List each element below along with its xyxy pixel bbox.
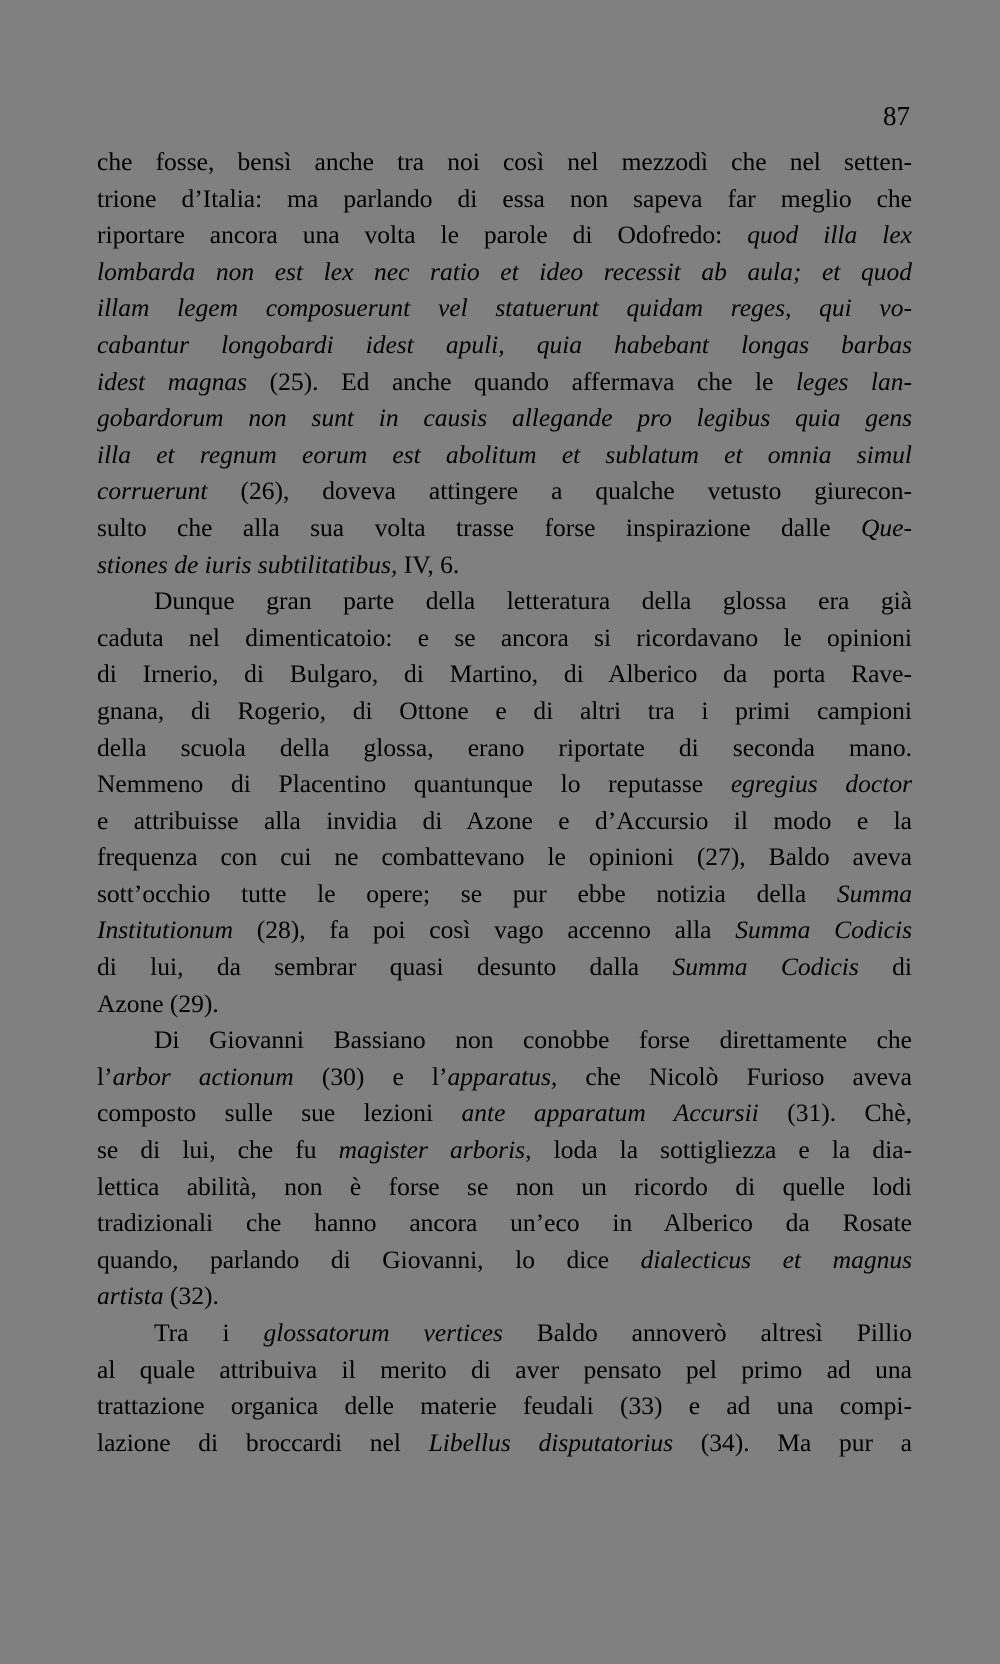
text-run: composto sulle sue lezioni [97, 1098, 462, 1128]
text-line [97, 656, 912, 693]
text-line [97, 290, 912, 327]
text-line [97, 730, 912, 767]
text-run: IV, 6. [397, 549, 460, 579]
text-line [97, 437, 912, 474]
text-run: di Irnerio, di Bulgaro, di Martino, di Alberico da porta Rave- [97, 659, 912, 689]
text-run: che Nicolò Furioso aveva [557, 1061, 912, 1091]
text-line [97, 583, 912, 620]
italic-text: Que- [861, 512, 912, 542]
italic-text: Institutionum [97, 915, 234, 945]
italic-text: apparatus, [447, 1061, 558, 1091]
text-line [97, 1059, 912, 1096]
italic-text: corruerunt [97, 476, 208, 506]
italic-text: illa et regnum eorum est abolitum et sublatum et omnia simul [97, 439, 912, 469]
italic-text: artista [97, 1281, 164, 1311]
text-run: (28), fa poi così vago accenno alla [233, 915, 736, 945]
italic-text: Libellus disputatorius [428, 1427, 674, 1457]
text-line [97, 912, 912, 949]
text-line [97, 327, 912, 364]
text-run: lettica abilità, non è forse se non un ricordo di quelle lodi [97, 1171, 912, 1201]
text-line [97, 1205, 912, 1242]
text-line [97, 181, 912, 218]
text-line [97, 1425, 912, 1462]
text-run: trione d’Italia: ma parlando di essa non sapeva far meglio che [97, 183, 912, 213]
text-run: (25). Ed anche quando affermava che le [247, 366, 796, 396]
italic-text: idest magnas [97, 366, 248, 396]
text-line [97, 510, 912, 547]
text-run: quando, parlando di Giovanni, lo dice [97, 1244, 641, 1274]
text-line [97, 217, 912, 254]
text-run: trattazione organica delle materie feudali (33) e ad una compi- [97, 1391, 912, 1421]
text-run: di [858, 952, 912, 982]
text-run: (34). Ma pur a [673, 1427, 912, 1457]
text-run: gnana, di Rogerio, di Ottone e di altri tra i primi campioni [97, 695, 912, 725]
italic-text: magister arboris, [338, 1135, 532, 1165]
text-run: sulto che alla sua volta trasse forse inspirazione dalle [97, 512, 862, 542]
text-run: l’ [97, 1061, 113, 1091]
italic-text: glossatorum vertices [263, 1318, 503, 1347]
text-line [97, 1278, 912, 1315]
text-line [97, 766, 912, 803]
text-run: riportare ancora una volta le parole di Odofredo: [97, 220, 748, 250]
text-line [97, 876, 912, 913]
italic-text: egregius doctor [730, 769, 912, 799]
italic-text: dialecticus et magnus [640, 1244, 912, 1274]
text-line [97, 1315, 912, 1352]
text-line [97, 620, 912, 657]
text-run: e attribuisse alla invidia di Azone e d’Accursio il modo e la [97, 805, 912, 835]
text-run: (26), doveva attingere a qualche vetusto giurecon- [207, 476, 912, 506]
text-line [97, 803, 912, 840]
text-line [97, 693, 912, 730]
text-run: sott’occhio tutte le opere; se pur ebbe notizia della [97, 878, 837, 908]
italic-text: Summa Codicis [672, 952, 859, 982]
text-line [97, 1242, 912, 1279]
text-line [97, 400, 912, 437]
text-run: Baldo annoverò altresì Pillio [502, 1318, 912, 1347]
text-run: di lui, da sembrar quasi desunto dalla [97, 952, 673, 982]
text-line [97, 949, 912, 986]
italic-text: arbor actionum [112, 1061, 294, 1091]
text-run: loda la sottigliezza e la dia- [531, 1135, 913, 1165]
page-number: 87 [883, 101, 910, 131]
italic-text: ante apparatum Accursii [461, 1098, 759, 1128]
text-run: (32). [163, 1281, 219, 1311]
text-line [97, 1132, 912, 1169]
italic-text: leges lan- [795, 366, 913, 396]
text-line [97, 1352, 912, 1389]
italic-text: gobardorum non sunt in causis allegande pro legibus quia gens [97, 403, 912, 433]
text-run: caduta nel dimenticatoio: e se ancora si ricordavano le opinioni [97, 622, 912, 652]
text-line [97, 547, 912, 584]
italic-text: Summa Codicis [735, 915, 912, 945]
text-line [97, 364, 912, 401]
text-run: Dunque gran parte della letteratura della glossa era già [154, 586, 912, 616]
text-line [97, 144, 912, 181]
text-run: Di Giovanni Bassiano non conobbe forse direttamente che [154, 1025, 912, 1055]
text-run: della scuola della glossa, erano riportate di seconda mano. [97, 732, 912, 762]
italic-text: illam legem composuerunt vel statuerunt quidam reges, qui vo- [97, 293, 912, 323]
text-run: Nemmeno di Placentino quantunque lo reputasse [97, 769, 731, 799]
text-run: che fosse, bensì anche tra noi così nel mezzodì che nel setten- [97, 147, 912, 176]
text-line [97, 1388, 912, 1425]
text-run: Tra i [154, 1318, 264, 1347]
text-line [97, 986, 912, 1023]
italic-text: lombarda non est lex nec ratio et ideo recessit ab aula; et quod [97, 256, 912, 286]
text-line [97, 839, 912, 876]
text-run: (30) e l’ [293, 1061, 448, 1091]
italic-text: quod illa lex [747, 220, 912, 250]
text-run: (31). Chè, [758, 1098, 912, 1128]
italic-text: cabantur longobardi idest apuli, quia habebant longas barbas [97, 329, 912, 359]
text-run: se di lui, che fu [97, 1135, 339, 1165]
text-line [97, 1022, 912, 1059]
text-run: lazione di broccardi nel [97, 1427, 429, 1457]
text-line [97, 1095, 912, 1132]
text-run: al quale attribuiva il merito di aver pensato pel primo ad una [97, 1354, 912, 1384]
text-run: Azone (29). [97, 988, 219, 1018]
text-run: tradizionali che hanno ancora un’eco in Alberico da Rosate [97, 1208, 912, 1238]
body-text [97, 144, 912, 1461]
text-line [97, 1169, 912, 1206]
text-line [97, 473, 912, 510]
italic-text: stiones de iuris subtilitatibus, [97, 549, 398, 579]
text-run: frequenza con cui ne combattevano le opinioni (27), Baldo aveva [97, 842, 912, 872]
italic-text: Summa [836, 878, 912, 908]
text-line [97, 254, 912, 291]
